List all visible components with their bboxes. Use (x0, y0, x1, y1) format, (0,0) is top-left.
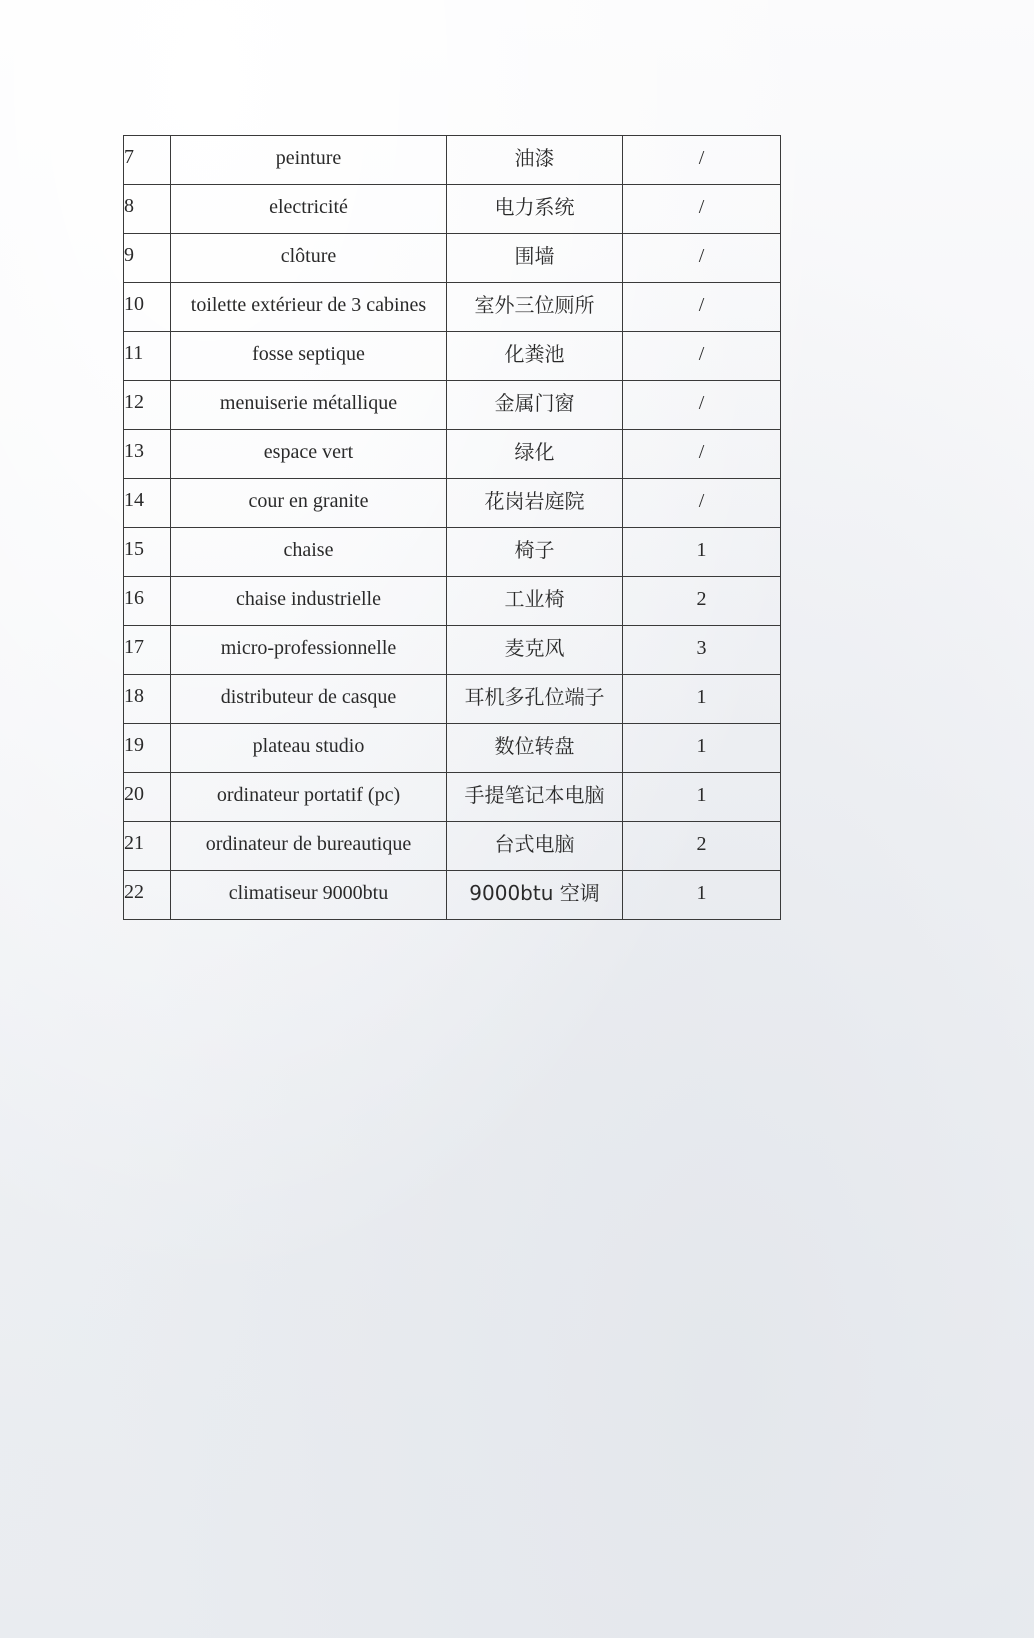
item-french-cell (171, 479, 447, 528)
row-number-cell (124, 234, 171, 283)
item-quantity-cell (623, 234, 781, 283)
item-chinese-cell (447, 577, 623, 626)
item-french: fosse septique (252, 343, 365, 365)
inventory-table (123, 135, 781, 920)
inventory-table-body (124, 136, 781, 920)
item-french: plateau studio (252, 735, 365, 757)
item-quantity-cell (623, 528, 781, 577)
item-quantity-cell (623, 724, 781, 773)
item-french: distributeur de casque (220, 686, 397, 708)
item-chinese-cell (447, 773, 623, 822)
table-row (124, 332, 781, 381)
row-number-cell (124, 528, 171, 577)
item-french-cell (171, 773, 447, 822)
row-number-cell (124, 185, 171, 234)
item-quantity: 2 (696, 833, 707, 855)
item-french: espace vert (263, 441, 354, 463)
item-chinese-cell (447, 283, 623, 332)
item-chinese: 工业椅 (504, 587, 565, 611)
item-chinese-cell (447, 332, 623, 381)
item-quantity: 2 (696, 588, 707, 610)
item-chinese-cell (447, 528, 623, 577)
item-french-cell (171, 332, 447, 381)
row-number: 12 (124, 391, 144, 413)
item-chinese-cell (447, 136, 623, 185)
item-french: electricité (269, 196, 348, 218)
item-french-cell (171, 528, 447, 577)
row-number: 7 (124, 146, 134, 168)
item-quantity: / (698, 441, 705, 463)
table-row (124, 528, 781, 577)
table-row (124, 430, 781, 479)
row-number: 18 (124, 685, 144, 707)
row-number: 20 (124, 783, 144, 805)
row-number-cell (124, 283, 171, 332)
item-french-cell (171, 381, 447, 430)
item-quantity-cell (623, 136, 781, 185)
row-number: 14 (124, 489, 144, 511)
item-french: micro-professionnelle (220, 637, 397, 659)
item-chinese: 化粪池 (504, 342, 565, 366)
item-chinese: 数位转盘 (494, 734, 575, 758)
item-quantity-cell (623, 332, 781, 381)
item-chinese: 金属门窗 (494, 391, 575, 415)
item-quantity: / (698, 490, 705, 512)
item-french-cell (171, 626, 447, 675)
row-number-cell (124, 577, 171, 626)
item-french: ordinateur portatif (pc) (216, 784, 401, 806)
item-french-cell (171, 136, 447, 185)
table-row (124, 626, 781, 675)
item-french: clôture (280, 245, 337, 267)
item-quantity-cell (623, 626, 781, 675)
row-number: 8 (124, 195, 134, 217)
item-french-cell (171, 283, 447, 332)
item-quantity: / (698, 147, 705, 169)
item-chinese: 台式电脑 (494, 832, 575, 856)
item-quantity-cell (623, 871, 781, 920)
item-quantity: / (698, 196, 705, 218)
row-number: 19 (124, 734, 144, 756)
item-french: ordinateur de bureautique (205, 833, 412, 855)
item-chinese: 油漆 (514, 146, 555, 170)
row-number: 11 (124, 342, 144, 364)
row-number-cell (124, 332, 171, 381)
table-row (124, 675, 781, 724)
table-row (124, 283, 781, 332)
item-quantity: 1 (696, 882, 707, 904)
table-row (124, 479, 781, 528)
item-quantity: / (698, 245, 705, 267)
item-french-cell (171, 724, 447, 773)
row-number: 9 (124, 244, 134, 266)
table-row (124, 724, 781, 773)
row-number: 13 (124, 440, 144, 462)
table-row (124, 381, 781, 430)
item-chinese-cell (447, 430, 623, 479)
item-french-cell (171, 675, 447, 724)
row-number: 10 (124, 293, 144, 315)
table-row (124, 234, 781, 283)
item-quantity: 1 (696, 784, 707, 806)
row-number: 16 (124, 587, 144, 609)
item-chinese: 围墙 (514, 244, 555, 268)
item-chinese: 花岗岩庭院 (484, 489, 585, 513)
item-quantity-cell (623, 479, 781, 528)
item-french: menuiserie métallique (219, 392, 398, 414)
row-number-cell (124, 381, 171, 430)
item-french-cell (171, 234, 447, 283)
item-quantity-cell (623, 577, 781, 626)
item-chinese-cell (447, 185, 623, 234)
item-chinese: 手提笔记本电脑 (464, 783, 605, 807)
item-chinese: 麦克风 (504, 636, 565, 660)
row-number: 21 (124, 832, 144, 854)
item-chinese-cell (447, 234, 623, 283)
row-number-cell (124, 479, 171, 528)
table-row (124, 822, 781, 871)
row-number-cell (124, 871, 171, 920)
row-number-cell (124, 430, 171, 479)
item-quantity: 1 (696, 735, 707, 757)
item-chinese-cell (447, 626, 623, 675)
item-french-cell (171, 577, 447, 626)
table-row (124, 185, 781, 234)
table-row (124, 577, 781, 626)
item-french: chaise industrielle (236, 588, 381, 610)
row-number-cell (124, 136, 171, 185)
item-quantity-cell (623, 675, 781, 724)
item-french-cell (171, 822, 447, 871)
table-row (124, 136, 781, 185)
item-quantity: 1 (696, 539, 707, 561)
item-quantity-cell (623, 773, 781, 822)
row-number-cell (124, 724, 171, 773)
row-number: 22 (124, 881, 144, 903)
item-chinese: 耳机多孔位端子 (464, 685, 605, 709)
row-number: 17 (124, 636, 144, 658)
item-quantity: 3 (696, 637, 707, 659)
item-french: cour en granite (248, 490, 369, 512)
item-quantity-cell (623, 430, 781, 479)
item-french: peinture (275, 147, 342, 169)
item-chinese: 9000btu 空调 (469, 881, 600, 905)
item-french-cell (171, 430, 447, 479)
table-row (124, 871, 781, 920)
item-french: toilette extérieur de 3 cabines (190, 294, 427, 316)
item-chinese-cell (447, 479, 623, 528)
item-chinese: 椅子 (514, 538, 555, 562)
table-row (124, 773, 781, 822)
item-french: chaise (283, 539, 334, 561)
item-chinese-cell (447, 381, 623, 430)
item-french-cell (171, 185, 447, 234)
row-number: 15 (124, 538, 144, 560)
item-quantity: 1 (696, 686, 707, 708)
item-chinese: 绿化 (514, 440, 555, 464)
row-number-cell (124, 675, 171, 724)
item-quantity-cell (623, 822, 781, 871)
item-quantity: / (698, 343, 705, 365)
row-number-cell (124, 626, 171, 675)
row-number-cell (124, 773, 171, 822)
row-number-cell (124, 822, 171, 871)
item-chinese-cell (447, 675, 623, 724)
item-chinese-cell (447, 822, 623, 871)
item-quantity: / (698, 392, 705, 414)
item-chinese: 电力系统 (494, 195, 575, 219)
item-quantity: / (698, 294, 705, 316)
item-french: climatiseur 9000btu (228, 882, 389, 904)
item-chinese-cell (447, 871, 623, 920)
item-french-cell (171, 871, 447, 920)
item-chinese: 室外三位厕所 (474, 293, 595, 317)
item-chinese-cell (447, 724, 623, 773)
item-quantity-cell (623, 381, 781, 430)
item-quantity-cell (623, 283, 781, 332)
item-quantity-cell (623, 185, 781, 234)
